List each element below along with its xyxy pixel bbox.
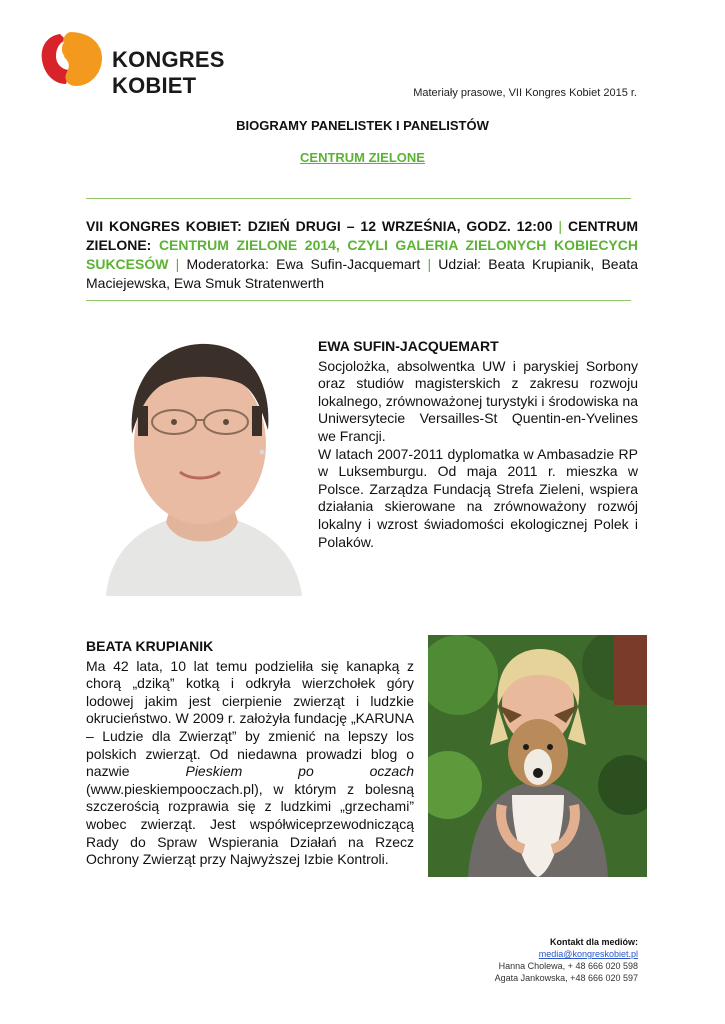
separator: | [427, 256, 432, 272]
bio-name: EWA SUFIN-JACQUEMART [318, 338, 499, 354]
separator: | [558, 218, 563, 234]
session-day: VII KONGRES KOBIET: DZIEŃ DRUGI – 12 WRZEŚNIA, GODZ. 12:00 [86, 218, 553, 234]
press-note: Materiały prasowe, VII Kongres Kobiet 2015 r. [413, 87, 637, 99]
bio-paragraph: W latach 2007-2011 dyplomatka w Ambasadzie RP w Luksemburgu. Od maja 2011 r. mieszka w Polsce. Zarządza Fundacją Strefa Zieleni, wspiera działania skierowane na zrównoważony rozwój lokalny i wzrost świadomości ekologicznej Polek i Polaków. [318, 445, 638, 550]
session-topic: CENTRUM ZIELONE 2014, CZYLI GALERIA ZIELONYCH KOBIECYCH SUKCESÓW [86, 237, 638, 272]
session-info [86, 217, 638, 293]
kongres-kobiet-logo [40, 30, 290, 98]
portrait-ewa-sufin-jacquemart [96, 322, 308, 596]
bio-beata-krupianik [86, 638, 414, 869]
separator: | [175, 256, 180, 272]
divider-top [86, 198, 631, 199]
session-participants: Udział: Beata Krupianik, Beata Maciejewska, Ewa Smuk Stratenwerth [86, 256, 639, 291]
blog-name: Pieskiem po oczach [185, 763, 414, 780]
portrait-beata-krupianik [428, 635, 647, 877]
contact-person: Hanna Cholewa, + 48 666 020 598 [498, 961, 638, 971]
section-title: CENTRUM ZIELONE [300, 150, 425, 165]
logo-mark-icon [40, 30, 104, 86]
bio-paragraph [86, 658, 414, 869]
contact-email-link[interactable]: media@kongreskobiet.pl [538, 949, 638, 959]
divider-bottom [86, 300, 631, 301]
media-contact [495, 936, 638, 984]
session-venue: CENTRUM ZIELONE: [86, 218, 638, 253]
logo-text: KONGRES KOBIET [112, 47, 225, 98]
contact-person: Agata Jankowska, +48 666 020 597 [494, 973, 638, 983]
session-moderator: Moderatorka: Ewa Sufin-Jacquemart [186, 256, 421, 272]
document-title: BIOGRAMY PANELISTEK I PANELISTÓW [236, 118, 489, 133]
bio-ewa-sufin-jacquemart [318, 338, 638, 551]
bio-text: (www.pieskiempooczach.pl), w którym z bolesną szczerością rozprawia się z ludzkimi „grzechami” wobec zwierząt. Jest współwiceprzewodniczącą Rady do Spraw Wspierania Działań na Rzecz Ochrony Zwierząt przy Najwyższej Izbie Kontroli. [86, 780, 414, 868]
bio-name: BEATA KRUPIANIK [86, 638, 214, 654]
contact-title: Kontakt dla mediów: [549, 937, 638, 947]
bio-paragraph: Socjolożka, absolwentka UW i paryskiej Sorbony oraz studiów magisterskich z zakresu rozwoju lokalnego, zrównoważonej turystyki i środowiska na Uniwersytecie Versailles-St Quentin-en-Yvelines we Francji. [318, 357, 638, 444]
bio-text: Ma 42 lata, 10 lat temu podzieliła się kanapką z chorą „dziką” kotką i odkryła wierzchołek góry lodowej jakim jest cierpienie zwierząt i ludzkie okrucieństwo. W 2009 r. założyła fundację „KARUNA – Ludzie dla Zwierząt” by zmienić na lepszy los polskich zwierząt. Od niedawna prowadzi blog o nazwie [86, 657, 414, 780]
